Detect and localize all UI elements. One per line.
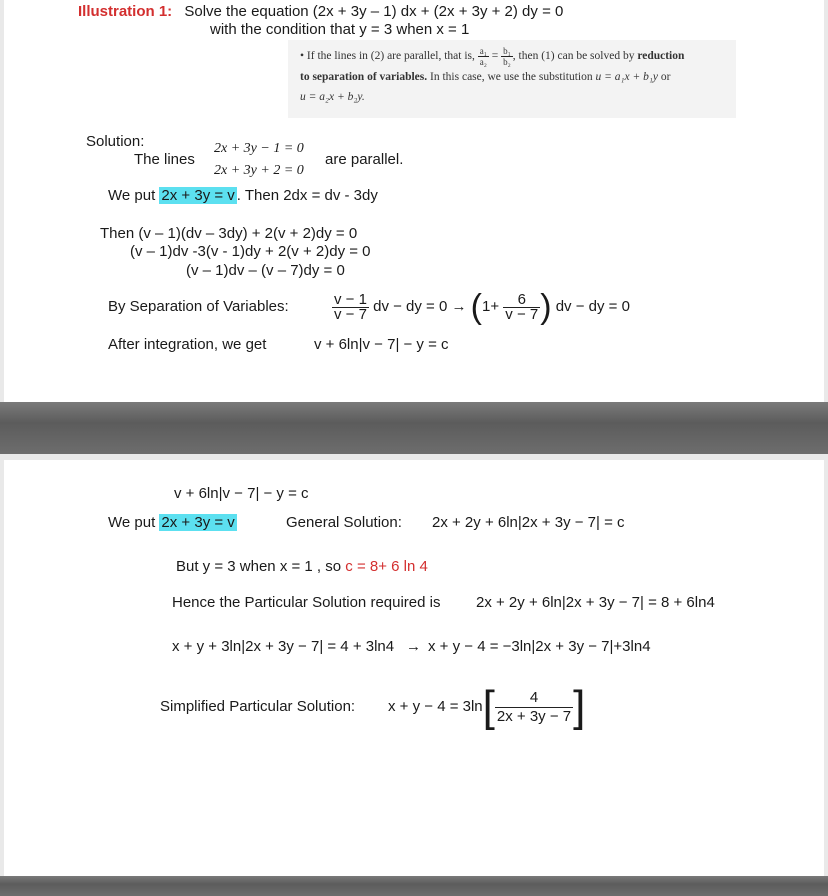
general-solution-label: General Solution: xyxy=(286,514,402,531)
note-bold-a: reduction xyxy=(637,50,685,63)
note-sub2: u = a₂x + b₂y. xyxy=(300,91,365,103)
reference-note xyxy=(288,40,736,118)
arrow-symbol: → xyxy=(406,638,421,655)
integration-result: v + 6ln|v − 7| − y = c xyxy=(314,336,449,353)
line-system xyxy=(214,138,304,182)
particular-equation: 2x + 2y + 6ln|2x + 3y − 7| = 8 + 6ln4 xyxy=(476,594,715,611)
problem-condition: with the condition that y = 3 when x = 1 xyxy=(210,21,470,38)
halved-equation: x + y + 3ln|2x + 3y − 7| = 4 + 3ln4 xyxy=(172,638,395,655)
note-sub1: u = a₁x + b₁y xyxy=(595,71,658,83)
recall-equation: v + 6ln|v − 7| − y = c xyxy=(174,485,309,502)
note-fraction-a: $\frac{\text{a₁}}{\text{a₂}}$ xyxy=(479,46,487,67)
integration-label: After integration, we get xyxy=(108,336,267,353)
condition-line xyxy=(176,558,428,576)
separation-label: By Separation of Variables: xyxy=(108,298,289,315)
separation-end: dv − dy = 0 xyxy=(555,298,630,315)
note-text-a: If the lines in (2) are parallel, that is, xyxy=(306,50,475,63)
note-text-b: , then (1) can be solved by xyxy=(512,50,635,63)
particular-label: Hence the Particular Solution required is xyxy=(172,594,441,611)
separation-one: 1+ xyxy=(482,298,500,315)
substitution-line xyxy=(108,187,378,205)
step-2: (v – 1)dv -3(v - 1)dy + 2(v + 2)dy = 0 xyxy=(130,243,371,260)
separation-equation: $\frac{v - 1}{v - 7}$ dv − dy = 0 → (1+ $\frac{6}{v - 7}$ ) dv − dy = 0 xyxy=(334,288,630,327)
substitution-reminder xyxy=(108,514,237,532)
note-fraction-b: $\frac{\text{b₁}}{\text{b₂}}$ xyxy=(503,46,511,67)
condition-text: But y = 3 when x = 1 , so xyxy=(176,558,342,575)
step-1: Then (v – 1)(dv – 3dy) + 2(v + 2)dy = 0 xyxy=(100,225,358,242)
note-bold-b: to separation of variables. xyxy=(300,71,428,83)
illustration-label: Illustration 1: xyxy=(78,3,173,20)
then-derivative: . Then 2dx = dv - 3dy xyxy=(236,187,378,204)
the-lines-label: The lines xyxy=(134,151,195,168)
slide-2 xyxy=(4,460,824,876)
simplified-lhs: x + y − 4 = 3ln xyxy=(388,698,483,715)
line-eq-1: 2x + 3y − 1 = 0 xyxy=(214,141,304,156)
general-solution-equation: 2x + 2y + 6ln|2x + 3y − 7| = c xyxy=(432,514,625,531)
line-eq-2: 2x + 3y + 2 = 0 xyxy=(214,163,304,178)
bottom-divider xyxy=(0,876,828,896)
substitution-highlight: 2x + 3y = v xyxy=(161,187,235,204)
note-bullet: • xyxy=(300,50,305,63)
problem-statement: Solve the equation (2x + 3y – 1) dx + (2x + 3y + 2) dy = 0 xyxy=(184,3,564,20)
note-text-c: In this case, we use the substitution xyxy=(430,71,593,83)
step-3: (v – 1)dv – (v – 7)dy = 0 xyxy=(186,262,345,279)
we-put-label-2: We put xyxy=(108,514,156,531)
simplified-label: Simplified Particular Solution: xyxy=(160,698,356,715)
slide-divider xyxy=(0,402,828,454)
condition-value: c = 8+ 6 ln 4 xyxy=(345,558,428,575)
illustration-heading xyxy=(78,3,563,21)
note-equals: = xyxy=(491,50,499,63)
separation-middle: dv − dy = 0 → xyxy=(373,298,467,315)
separation-fraction-2: $\frac{6}{v - 7}$ xyxy=(505,290,539,323)
rearranged-equation: x + y − 4 = −3ln|2x + 3y − 7|+3ln4 xyxy=(428,638,651,655)
simplified-fraction: $\frac{4}{2x + 3y - 7}$ xyxy=(496,688,572,725)
are-parallel-text: are parallel. xyxy=(325,151,404,168)
substitution-highlight-2: 2x + 3y = v xyxy=(161,514,235,531)
separation-fraction: $\frac{v - 1}{v - 7}$ xyxy=(334,290,367,323)
we-put-label: We put xyxy=(108,187,156,204)
slide-1 xyxy=(4,0,824,402)
solution-label: Solution: xyxy=(86,133,145,150)
simplified-equation: x + y − 4 = 3ln[ $\frac{4}{2x + 3y - 7}$ ] xyxy=(388,682,586,732)
note-or: or xyxy=(660,71,671,83)
